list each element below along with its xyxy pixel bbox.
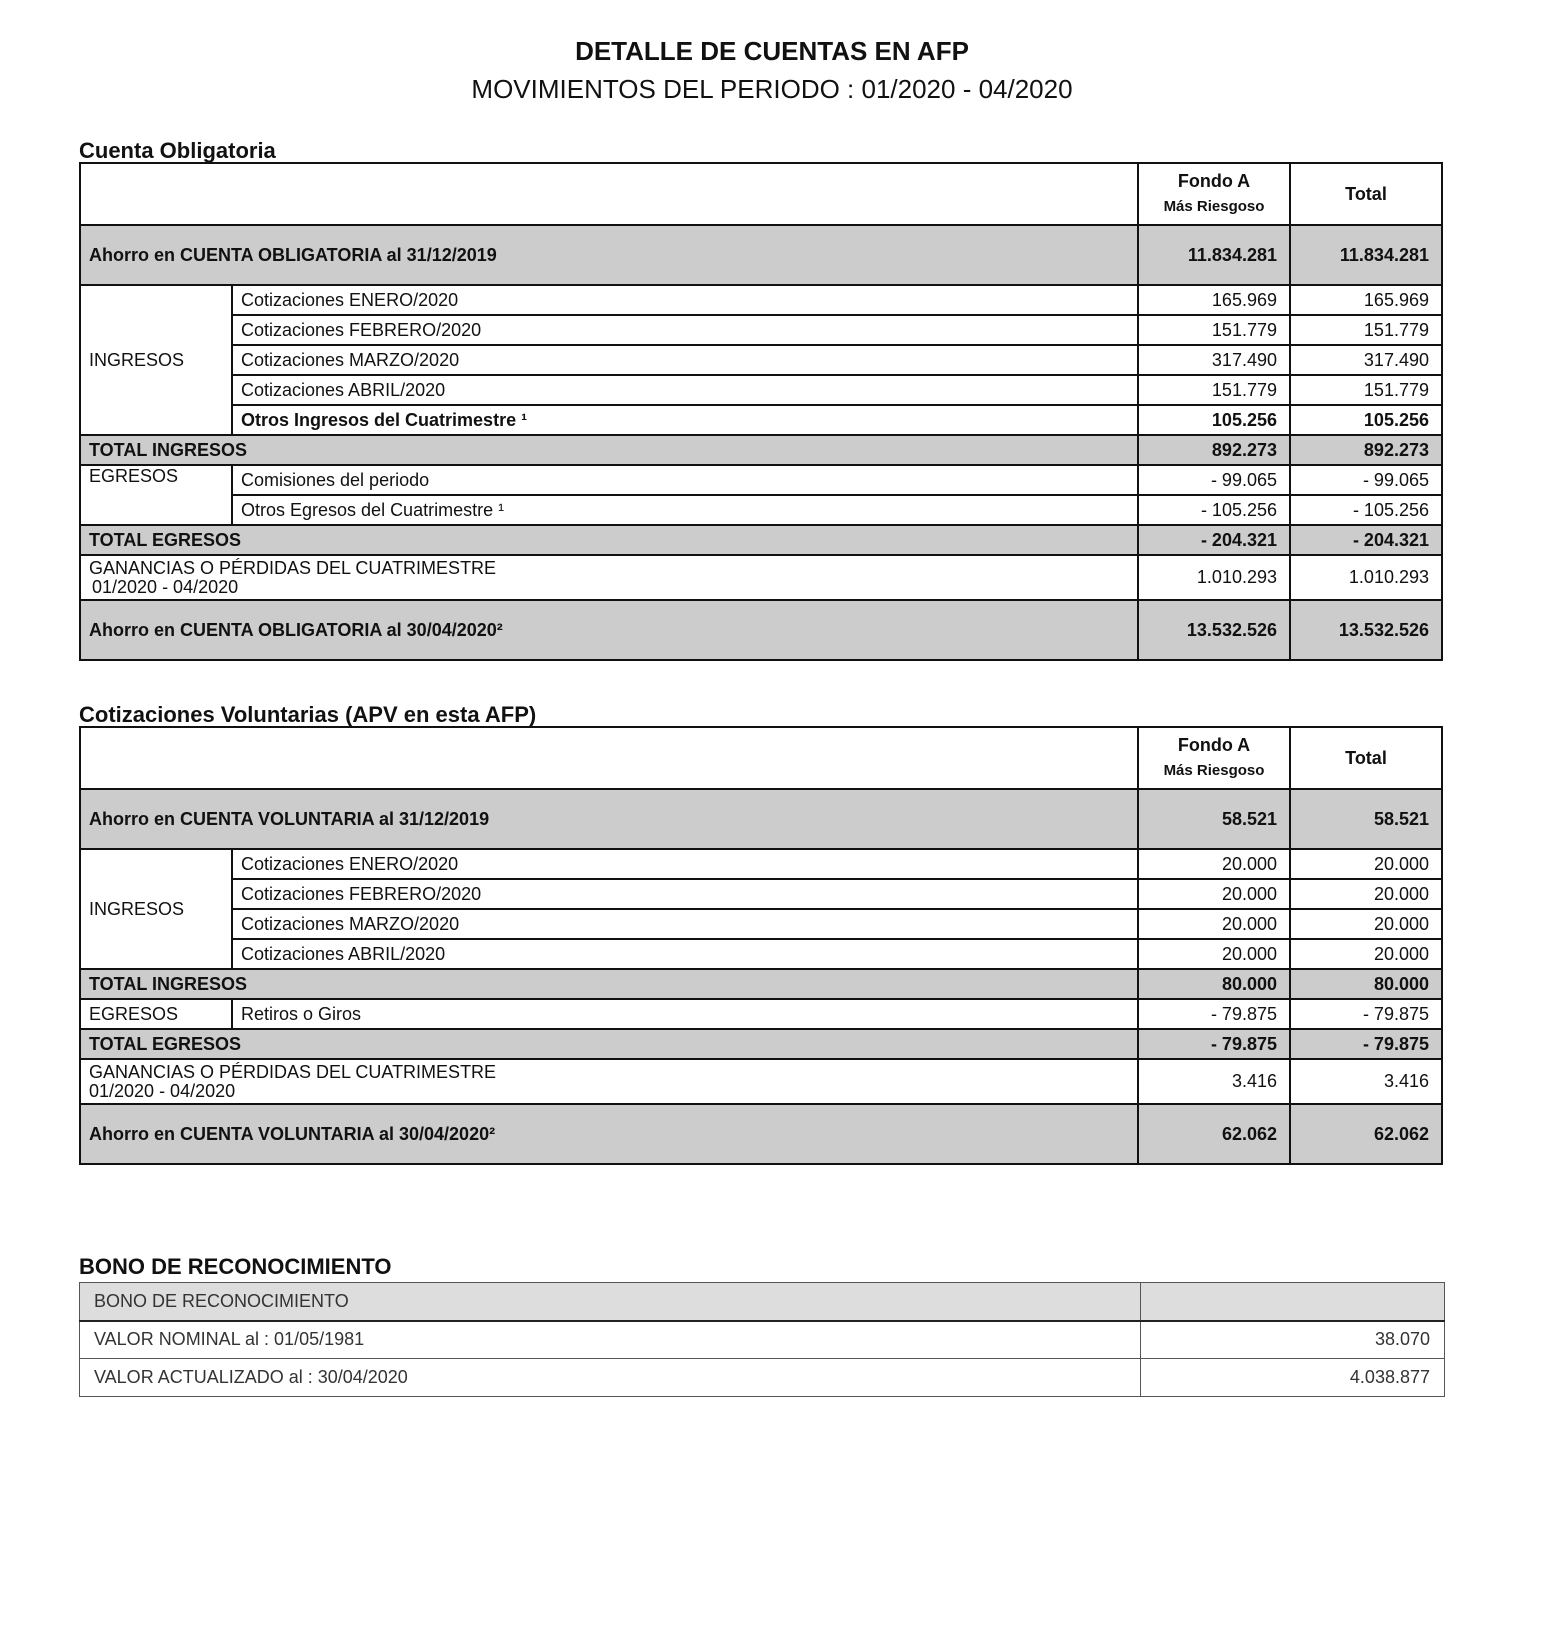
total-value: 151.779 (1290, 315, 1442, 345)
table-bono (79, 1282, 1445, 1397)
section-title-voluntaria: Cotizaciones Voluntarias (APV en esta AFP) (79, 702, 537, 727)
row-label: GANANCIAS O PÉRDIDAS DEL CUATRIMESTRE (89, 1061, 497, 1082)
ganancias-row (80, 1059, 1442, 1104)
row-value: 4.038.877 (1141, 1359, 1445, 1397)
table-row (80, 1321, 1445, 1359)
fondo-value: - 105.256 (1138, 495, 1290, 525)
header-fondo (1138, 163, 1290, 225)
total-value: - 204.321 (1290, 525, 1442, 555)
fondo-value: 80.000 (1138, 969, 1290, 999)
table-row (80, 495, 1442, 525)
total-value: - 105.256 (1290, 495, 1442, 525)
ganancias-label-cell (80, 1059, 1138, 1104)
table-voluntaria (79, 726, 1443, 1165)
row-value: 38.070 (1141, 1321, 1445, 1359)
total-value: 165.969 (1290, 285, 1442, 315)
fondo-value: - 99.065 (1138, 465, 1290, 495)
fondo-value: - 79.875 (1138, 999, 1290, 1029)
row-label: TOTAL INGRESOS (80, 969, 1138, 999)
row-label: Ahorro en CUENTA VOLUNTARIA al 31/12/2019 (80, 789, 1138, 849)
table-row (80, 879, 1442, 909)
section-title-obligatoria: Cuenta Obligatoria (79, 138, 276, 163)
total-value: 151.779 (1290, 375, 1442, 405)
total-ingresos-row (80, 435, 1442, 465)
row-label: Cotizaciones MARZO/2020 (232, 345, 1138, 375)
fondo-value: 1.010.293 (1138, 555, 1290, 600)
fondo-value: 13.532.526 (1138, 600, 1290, 660)
row-label: VALOR ACTUALIZADO al : 30/04/2020 (80, 1359, 1141, 1397)
row-label: Cotizaciones ENERO/2020 (232, 849, 1138, 879)
total-value: - 79.875 (1290, 999, 1442, 1029)
fondo-value: 151.779 (1138, 315, 1290, 345)
fondo-value: 62.062 (1138, 1104, 1290, 1164)
opening-balance-row (80, 789, 1442, 849)
fondo-value: 317.490 (1138, 345, 1290, 375)
header-fondo (1138, 727, 1290, 789)
ingresos-group-label: INGRESOS (80, 849, 232, 969)
fondo-value: 20.000 (1138, 879, 1290, 909)
bono-header-row (80, 1283, 1445, 1321)
fondo-value: 105.256 (1138, 405, 1290, 435)
opening-balance-row (80, 225, 1442, 285)
fondo-value: 151.779 (1138, 375, 1290, 405)
total-value: 20.000 (1290, 909, 1442, 939)
table-row (80, 1359, 1445, 1397)
page-title: DETALLE DE CUENTAS EN AFP (575, 36, 969, 66)
fondo-value: 20.000 (1138, 849, 1290, 879)
row-label: Cotizaciones ABRIL/2020 (232, 375, 1138, 405)
header-blank-cell (80, 727, 1138, 789)
table-row (80, 345, 1442, 375)
egresos-group-label: EGRESOS (80, 465, 232, 525)
bono-header-label: BONO DE RECONOCIMIENTO (80, 1283, 1141, 1321)
row-label: Cotizaciones MARZO/2020 (232, 909, 1138, 939)
bono-header-value (1141, 1283, 1445, 1321)
table-row (80, 285, 1442, 315)
total-value: 892.273 (1290, 435, 1442, 465)
total-value: 58.521 (1290, 789, 1442, 849)
total-value: - 79.875 (1290, 1029, 1442, 1059)
fondo-sublabel: Más Riesgoso (1163, 762, 1265, 779)
total-value: 20.000 (1290, 879, 1442, 909)
row-label: Ahorro en CUENTA OBLIGATORIA al 31/12/2019 (80, 225, 1138, 285)
fondo-value: 892.273 (1138, 435, 1290, 465)
row-label: Otros Egresos del Cuatrimestre ¹ (232, 495, 1138, 525)
closing-balance-row (80, 1104, 1442, 1164)
fondo-value: 11.834.281 (1138, 225, 1290, 285)
row-label: TOTAL INGRESOS (80, 435, 1138, 465)
row-label: Cotizaciones ABRIL/2020 (232, 939, 1138, 969)
table-header-row (80, 163, 1442, 225)
row-label: Comisiones del periodo (232, 465, 1138, 495)
table-row (80, 909, 1442, 939)
row-label: Cotizaciones FEBRERO/2020 (232, 315, 1138, 345)
table-row (80, 315, 1442, 345)
fondo-sublabel: Más Riesgoso (1163, 198, 1265, 215)
total-value: 20.000 (1290, 849, 1442, 879)
row-label: Otros Ingresos del Cuatrimestre ¹ (232, 405, 1138, 435)
table-row (80, 939, 1442, 969)
egresos-group-label: EGRESOS (80, 999, 232, 1029)
page-subtitle: MOVIMIENTOS DEL PERIODO : 01/2020 - 04/2020 (471, 74, 1073, 104)
row-label: Ahorro en CUENTA VOLUNTARIA al 30/04/2020² (80, 1104, 1138, 1164)
total-value: 13.532.526 (1290, 600, 1442, 660)
closing-balance-row (80, 600, 1442, 660)
row-label: GANANCIAS O PÉRDIDAS DEL CUATRIMESTRE (89, 557, 497, 578)
row-label: TOTAL EGRESOS (80, 525, 1138, 555)
period-label: 01/2020 - 04/2020 (89, 1080, 236, 1101)
header-total: Total (1290, 163, 1442, 225)
total-value: 62.062 (1290, 1104, 1442, 1164)
period-label: 01/2020 - 04/2020 (92, 576, 239, 597)
total-value: 317.490 (1290, 345, 1442, 375)
total-ingresos-row (80, 969, 1442, 999)
fondo-value: - 204.321 (1138, 525, 1290, 555)
table-header-row (80, 727, 1442, 789)
total-value: 105.256 (1290, 405, 1442, 435)
row-label: VALOR NOMINAL al : 01/05/1981 (80, 1321, 1141, 1359)
row-label: Ahorro en CUENTA OBLIGATORIA al 30/04/2020² (80, 600, 1138, 660)
fondo-value: 165.969 (1138, 285, 1290, 315)
total-value: 80.000 (1290, 969, 1442, 999)
row-label: Cotizaciones FEBRERO/2020 (232, 879, 1138, 909)
ganancias-label-cell (80, 555, 1138, 600)
total-value: 11.834.281 (1290, 225, 1442, 285)
table-obligatoria (79, 162, 1443, 661)
table-row (80, 999, 1442, 1029)
ganancias-row (80, 555, 1442, 600)
total-egresos-row (80, 1029, 1442, 1059)
table-row (80, 849, 1442, 879)
fondo-value: - 79.875 (1138, 1029, 1290, 1059)
fondo-value: 58.521 (1138, 789, 1290, 849)
fondo-label: Fondo A (1177, 171, 1251, 191)
header-blank-cell (80, 163, 1138, 225)
row-label: Cotizaciones ENERO/2020 (232, 285, 1138, 315)
total-value: 3.416 (1290, 1059, 1442, 1104)
total-value: 20.000 (1290, 939, 1442, 969)
row-label: Retiros o Giros (232, 999, 1138, 1029)
ingresos-group-label: INGRESOS (80, 285, 232, 435)
header-total: Total (1290, 727, 1442, 789)
table-row (80, 375, 1442, 405)
fondo-value: 20.000 (1138, 909, 1290, 939)
fondo-label: Fondo A (1177, 735, 1251, 755)
total-value: - 99.065 (1290, 465, 1442, 495)
total-value: 1.010.293 (1290, 555, 1442, 600)
table-row (80, 405, 1442, 435)
table-row (80, 465, 1442, 495)
total-egresos-row (80, 525, 1442, 555)
row-label: TOTAL EGRESOS (80, 1029, 1138, 1059)
section-title-bono: BONO DE RECONOCIMIENTO (79, 1254, 392, 1279)
fondo-value: 20.000 (1138, 939, 1290, 969)
fondo-value: 3.416 (1138, 1059, 1290, 1104)
